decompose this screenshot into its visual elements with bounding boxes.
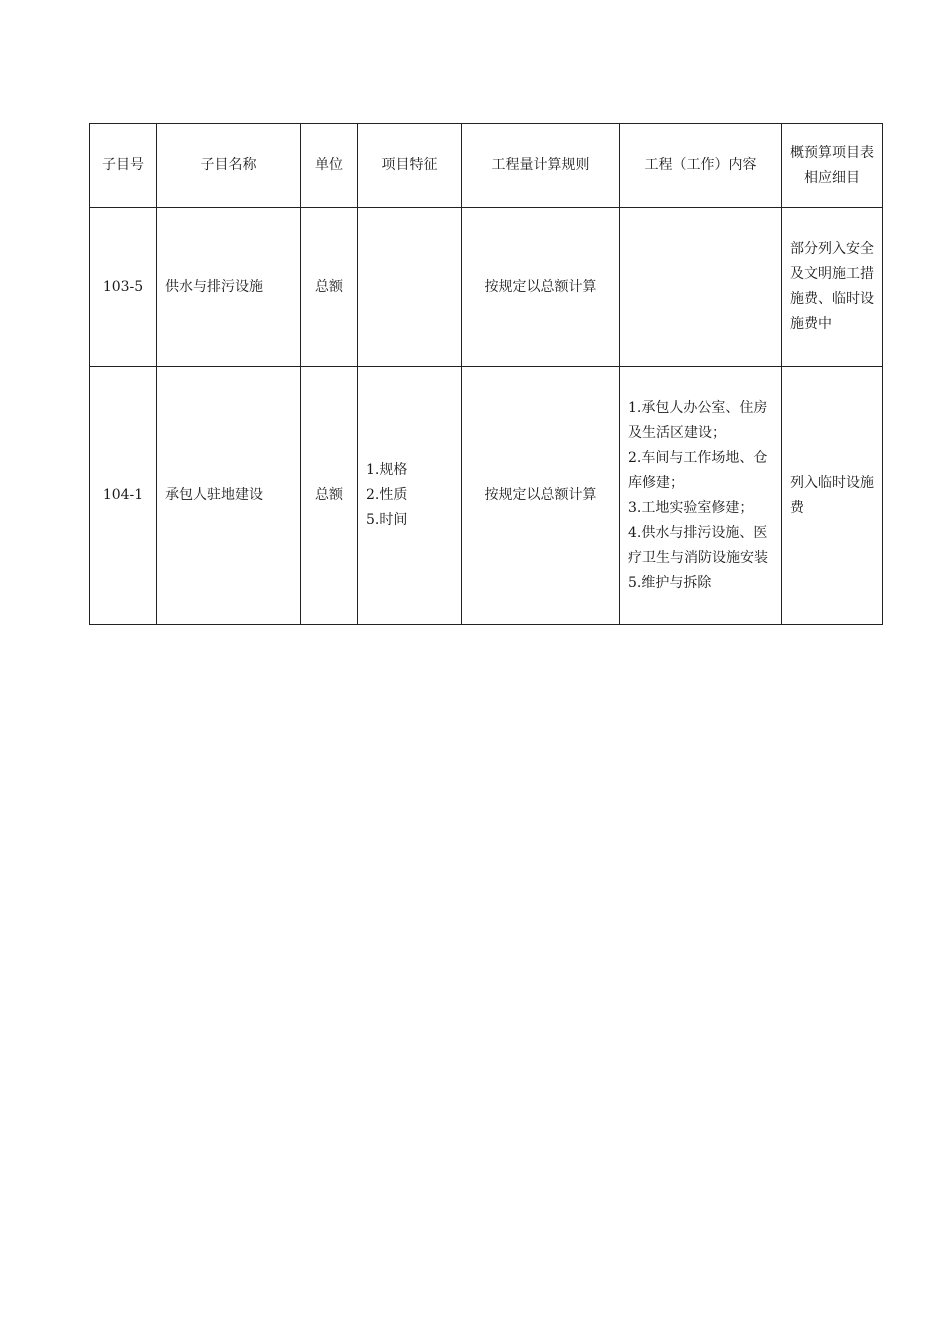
table-row (90, 208, 883, 367)
cell-budget: 列入临时设施费 (782, 367, 883, 625)
feature-line: 2.性质 (366, 487, 408, 503)
cell-code: 103-5 (90, 208, 157, 367)
cell-name: 供水与排污设施 (157, 208, 301, 367)
header-code: 子目号 (90, 124, 157, 208)
table-row (90, 367, 883, 625)
cell-code: 104-1 (90, 367, 157, 625)
cell-features (358, 208, 462, 367)
content-line: 3.工地实验室修建； (628, 499, 754, 516)
cell-content (620, 367, 782, 625)
feature-line: 5.时间 (366, 512, 408, 528)
header-rule: 工程量计算规则 (462, 124, 620, 208)
header-content: 工程（工作）内容 (620, 124, 782, 208)
table-header-row (90, 124, 883, 208)
cell-rule: 按规定以总额计算 (462, 208, 620, 367)
cell-unit: 总额 (301, 367, 358, 625)
header-unit: 单位 (301, 124, 358, 208)
header-name: 子目名称 (157, 124, 301, 208)
content-line: 1.承包人办公室、住房及生活区建设； (628, 399, 768, 441)
cell-name: 承包人驻地建设 (157, 367, 301, 625)
cell-rule: 按规定以总额计算 (462, 367, 620, 625)
content-line: 5.维护与拆除 (628, 574, 712, 591)
header-budget: 概预算项目表相应细目 (782, 124, 883, 208)
cell-budget: 部分列入安全及文明施工措施费、临时设施费中 (782, 208, 883, 367)
cell-features (358, 367, 462, 625)
spec-table (89, 123, 883, 625)
cell-unit: 总额 (301, 208, 358, 367)
header-features: 项目特征 (358, 124, 462, 208)
content-line: 4.供水与排污设施、医疗卫生与消防设施安装 (628, 524, 768, 566)
cell-content (620, 208, 782, 367)
content-line: 2.车间与工作场地、仓库修建； (628, 449, 768, 491)
feature-line: 1.规格 (366, 462, 408, 478)
